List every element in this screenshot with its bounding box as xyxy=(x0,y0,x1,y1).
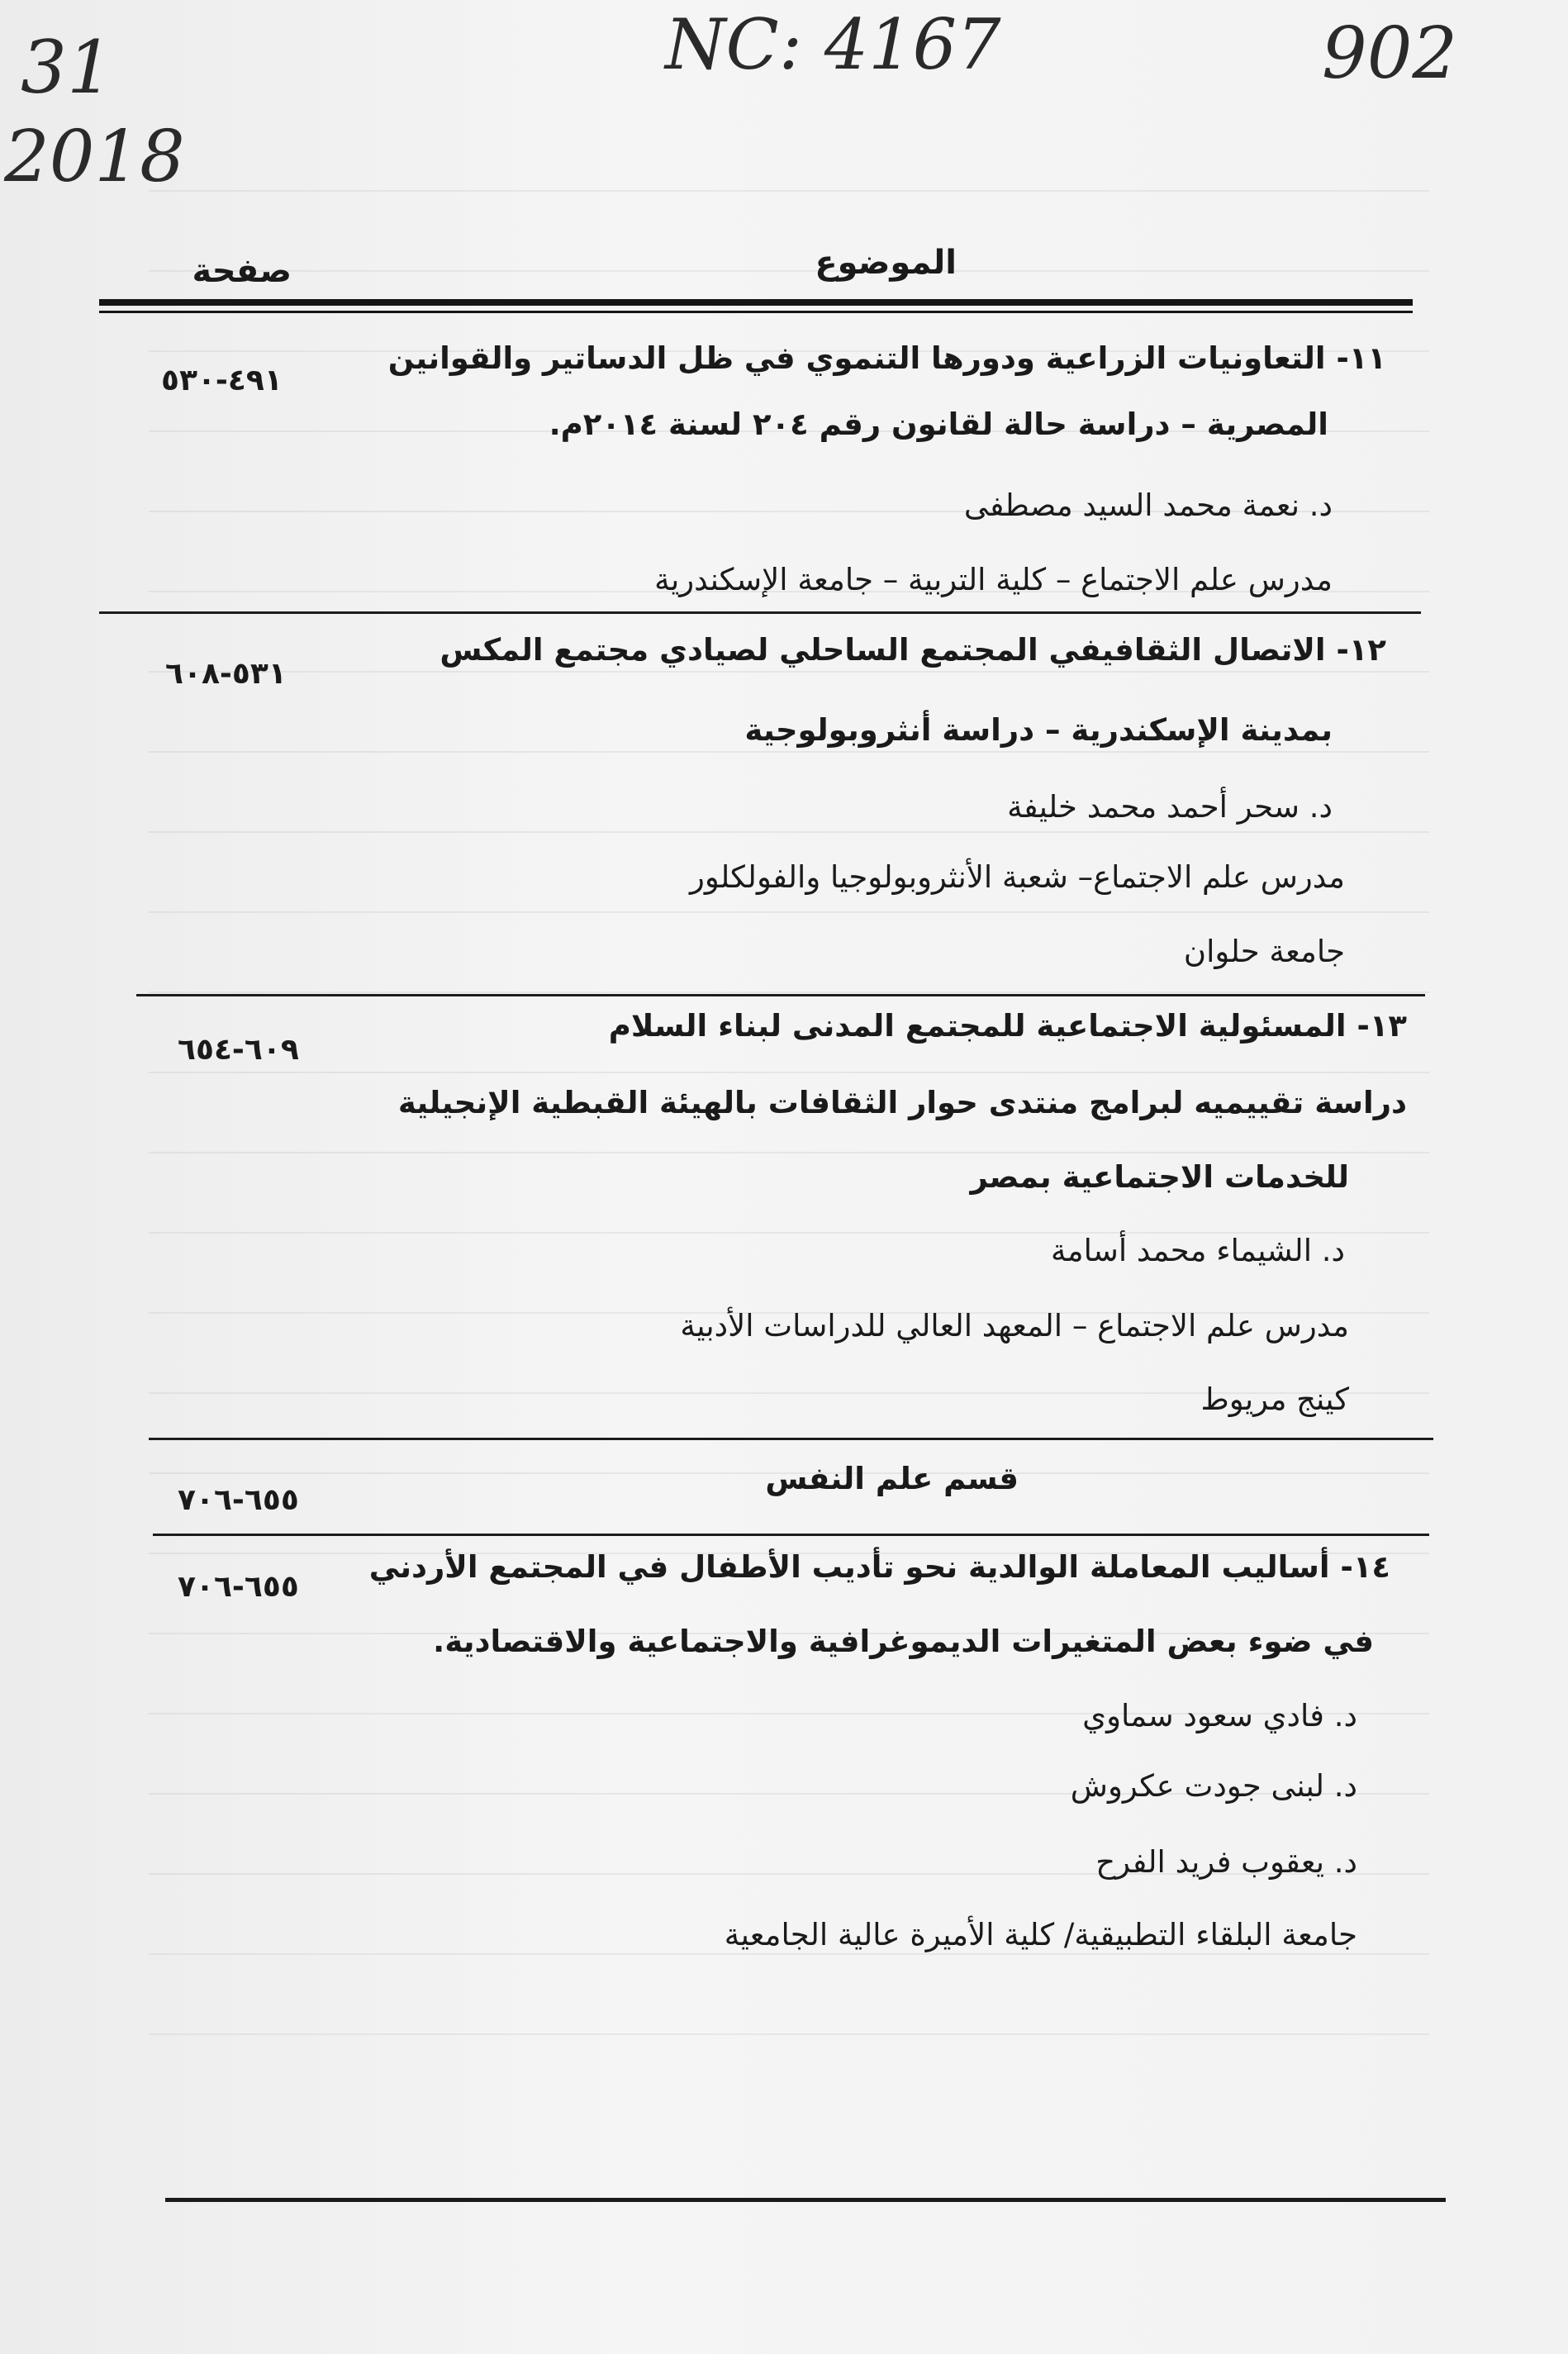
entry-author-3: د. يعقوب فريد الفرح xyxy=(1095,1844,1357,1880)
entry-title-line-1 xyxy=(369,1549,1390,1585)
topic-column-header: الموضوع xyxy=(815,244,957,282)
page-column-header: صفحة xyxy=(192,252,292,290)
entry-separator xyxy=(136,994,1425,996)
entry-title-line-1 xyxy=(609,1008,1407,1044)
handwritten-code: NC: 4167 xyxy=(665,4,1001,85)
handwritten-year: 2018 xyxy=(4,116,185,198)
entry-affiliation: جامعة البلقاء التطبيقية/ كلية الأميرة عالية الجامعية xyxy=(724,1917,1357,1952)
section-title: قسم علم النفس xyxy=(765,1461,1019,1496)
entry-author-1: د. فادي سعود سماوي xyxy=(1082,1698,1357,1733)
entry-author: د. نعمة محمد السيد مصطفى xyxy=(963,487,1333,523)
entry-title-line-2: في ضوء بعض المتغيرات الديموغرافية والاجتماعية والاقتصادية. xyxy=(433,1624,1374,1659)
entry-author: د. الشيماء محمد أسامة xyxy=(1050,1233,1345,1268)
entry-title-line-1 xyxy=(440,632,1386,668)
header-rule-thick xyxy=(99,299,1413,306)
entry-number: ١١- xyxy=(1336,340,1386,376)
handwritten-number: 31 xyxy=(21,25,113,110)
page-range: ٦٥٥-٧٠٦ xyxy=(178,1570,299,1604)
entry-title-line-2: بمدينة الإسكندرية – دراسة أنثروبولوجية xyxy=(744,712,1333,748)
entry-title: الاتصال الثقافيفي المجتمع الساحلي لصيادي مجتمع المكس xyxy=(440,632,1326,668)
page-range: ٥٣١-٦٠٨ xyxy=(165,657,287,691)
entry-author-2: د. لبنى جودت عكروش xyxy=(1070,1768,1357,1804)
header-rule-thin xyxy=(99,311,1413,313)
entry-title-line-1 xyxy=(388,340,1386,376)
bottom-rule xyxy=(165,2198,1446,2202)
entry-affiliation-line-2: جامعة حلوان xyxy=(1183,934,1345,969)
section-page-range: ٦٥٥-٧٠٦ xyxy=(178,1483,299,1517)
handwritten-page-number: 902 xyxy=(1322,12,1458,95)
entry-affiliation-line-1: مدرس علم الاجتماع– شعبة الأنثروبولوجيا والفولكلور xyxy=(690,859,1345,895)
page-range: ٤٩١-٥٣٠ xyxy=(161,364,283,397)
section-separator xyxy=(153,1534,1429,1536)
entry-title-line-2: المصرية – دراسة حالة لقانون رقم ٢٠٤ لسنة ٢٠١٤م. xyxy=(549,407,1328,442)
entry-separator xyxy=(99,611,1421,614)
entry-author: د. سحر أحمد محمد خليفة xyxy=(1007,789,1333,825)
entry-affiliation: مدرس علم الاجتماع – كلية التربية – جامعة الإسكندرية xyxy=(654,562,1333,597)
entry-separator xyxy=(149,1438,1433,1440)
entry-number: ١٣- xyxy=(1357,1008,1407,1044)
entry-title: المسئولية الاجتماعية للمجتمع المدنى لبناء السلام xyxy=(608,1008,1347,1044)
entry-title-line-2: دراسة تقييميه لبرامج منتدى حوار الثقافات بالهيئة القبطية الإنجيلية xyxy=(397,1085,1407,1120)
entry-title-line-3: للخدمات الاجتماعية بمصر xyxy=(970,1159,1349,1195)
entry-affiliation-line-2: كينج مريوط xyxy=(1200,1381,1349,1417)
page-range: ٦٠٩-٦٥٤ xyxy=(178,1033,299,1067)
entry-affiliation-line-1: مدرس علم الاجتماع – المعهد العالي للدراسات الأدبية xyxy=(680,1308,1349,1343)
entry-number: ١٢- xyxy=(1336,632,1386,668)
entry-number: ١٤- xyxy=(1340,1549,1390,1585)
entry-title: التعاونيات الزراعية ودورها التنموي في ظل الدساتير والقوانين xyxy=(387,340,1326,376)
entry-title: أساليب المعاملة الوالدية نحو تأديب الأطفال في المجتمع الأردني xyxy=(368,1549,1330,1585)
